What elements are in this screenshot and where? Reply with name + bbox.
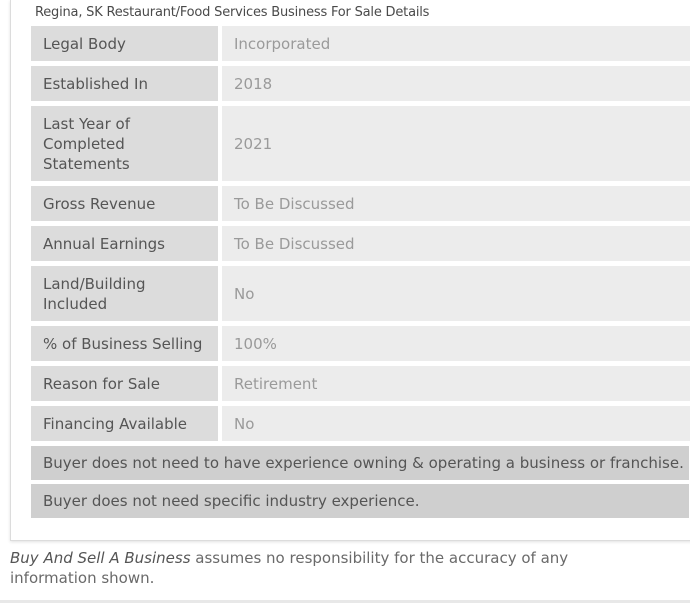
detail-label: % of Business Selling [31, 326, 218, 361]
detail-row-last-year-statements [31, 106, 690, 181]
detail-row-financing [31, 406, 690, 441]
detail-value: To Be Discussed [222, 186, 690, 221]
detail-row-gross-revenue [31, 186, 690, 221]
detail-label: Financing Available [31, 406, 218, 441]
detail-value: Incorporated [222, 26, 690, 61]
detail-label: Gross Revenue [31, 186, 218, 221]
panel-title: Regina, SK Restaurant/Food Services Business For Sale Details [35, 5, 430, 20]
detail-row-percent-selling [31, 326, 690, 361]
detail-value: No [222, 406, 690, 441]
detail-row-established-in [31, 66, 690, 101]
detail-row-reason-for-sale [31, 366, 690, 401]
detail-row-annual-earnings [31, 226, 690, 261]
detail-label: Annual Earnings [31, 226, 218, 261]
detail-label: Legal Body [31, 26, 218, 61]
industry-experience-note: Buyer does not need specific industry experience. [31, 484, 689, 518]
detail-label: Land/Building Included [31, 266, 218, 321]
detail-value: To Be Discussed [222, 226, 690, 261]
detail-value: 2018 [222, 66, 690, 101]
detail-row-land-building [31, 266, 690, 321]
detail-row-legal-body [31, 26, 690, 61]
detail-value: No [222, 266, 690, 321]
detail-value: 2021 [222, 106, 690, 181]
business-details-panel [10, 0, 690, 541]
buyer-experience-note: Buyer does not need to have experience owning & operating a business or franchise. [31, 446, 689, 480]
disclaimer [10, 548, 610, 588]
disclaimer-brand: Buy And Sell A Business [10, 549, 191, 567]
detail-value: 100% [222, 326, 690, 361]
disclaimer-text: assumes no responsibility for the accuracy of any information shown. [10, 549, 569, 587]
detail-label: Last Year of Completed Statements [31, 106, 218, 181]
detail-label: Established In [31, 66, 218, 101]
detail-label: Reason for Sale [31, 366, 218, 401]
detail-value: Retirement [222, 366, 690, 401]
